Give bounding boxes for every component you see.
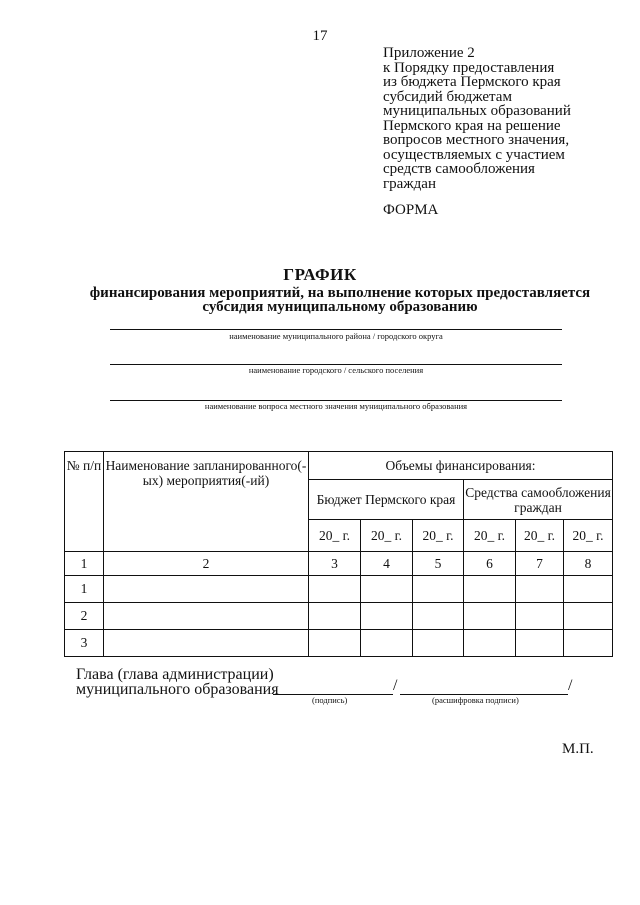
year-cell: 20_ г. [564,520,613,552]
column-number: 5 [413,552,464,576]
appendix-line: муниципальных образований [383,103,571,119]
year-cell: 20_ г. [516,520,564,552]
table-row [65,630,613,657]
column-number: 2 [104,552,309,576]
year-cell: 20_ г. [413,520,464,552]
subtitle-line: финансирования мероприятий, на выполнение которых предоставляется [89,285,591,301]
signature-slash: / [393,677,398,694]
column-number: 7 [516,552,564,576]
signature-caption: (подпись) [312,695,348,705]
issue-caption: наименование вопроса местного значения муниципального образования [204,401,468,411]
appendix-line: из бюджета Пермского края [383,74,561,90]
row-number: 3 [65,630,104,657]
header-number: № п/п [65,452,104,552]
appendix-line: осуществляемых с участием [383,146,565,163]
financing-table [64,451,613,657]
municipality-blank-line [110,329,562,330]
header-financing-volumes: Объемы финансирования: [309,452,613,480]
column-number: 1 [65,552,104,576]
document-title: ГРАФИК [283,265,357,284]
signature-line1: Глава (глава администрации) [76,666,274,683]
appendix-block [383,46,571,191]
header-event-name: Наименование запланированного(-ых) мероприятия(-ий) [104,452,309,552]
column-number: 6 [464,552,516,576]
column-number-row [65,552,613,576]
column-number: 4 [361,552,413,576]
year-cell: 20_ г. [361,520,413,552]
municipality-caption: наименование муниципального района / городского округа [229,331,443,341]
appendix-line: вопросов местного значения, [383,132,570,148]
appendix-line: граждан [383,175,436,192]
decode-slash: / [568,677,573,694]
document-subtitle [70,286,610,314]
row-number: 2 [65,603,104,630]
table-row [65,576,613,603]
appendix-line: Пермского края на решение [383,117,561,134]
form-label: ФОРМА [383,202,439,218]
signature-label [76,667,279,697]
stamp-place: М.П. [562,741,594,757]
decode-caption: (расшифровка подписи) [432,695,519,705]
column-number: 8 [564,552,613,576]
appendix-line: средств самообложения [383,161,535,177]
table-row [65,603,613,630]
header-self-taxation: Средства самообложения граждан [464,480,613,520]
appendix-line: субсидий бюджетам [383,88,512,105]
year-cell: 20_ г. [464,520,516,552]
appendix-line: к Порядку предоставления [383,59,555,76]
column-number: 3 [309,552,361,576]
subtitle-line: субсидия муниципальному образованию [202,299,478,315]
header-regional-budget: Бюджет Пермского края [309,480,464,520]
year-cell: 20_ г. [309,520,361,552]
page-number: 17 [312,28,328,44]
row-number: 1 [65,576,104,603]
appendix-line: Приложение 2 [383,45,475,61]
settlement-caption: наименование городского / сельского поселения [248,365,424,375]
signature-line2: муниципального образования [76,681,279,698]
